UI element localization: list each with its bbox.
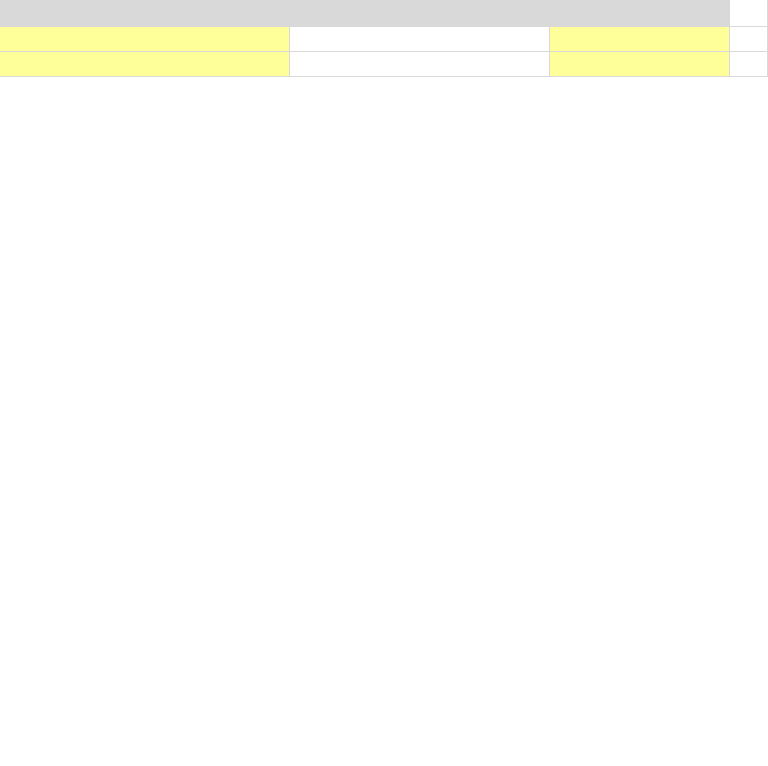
header-label-private-business[interactable] — [0, 52, 290, 77]
header-this-year-col-b[interactable] — [290, 27, 550, 52]
header-row-private — [0, 52, 768, 77]
cell-empty[interactable] — [730, 52, 768, 77]
cell-empty[interactable] — [730, 27, 768, 52]
header-currency-col-b[interactable] — [290, 52, 550, 77]
sheet-title[interactable] — [0, 0, 730, 27]
header-this-year-col-c[interactable] — [550, 27, 730, 52]
title-row — [0, 0, 768, 27]
cell-empty[interactable] — [730, 0, 768, 27]
header-row-public — [0, 27, 768, 52]
header-currency-col-c[interactable] — [550, 52, 730, 77]
header-label-public-company[interactable] — [0, 27, 290, 52]
